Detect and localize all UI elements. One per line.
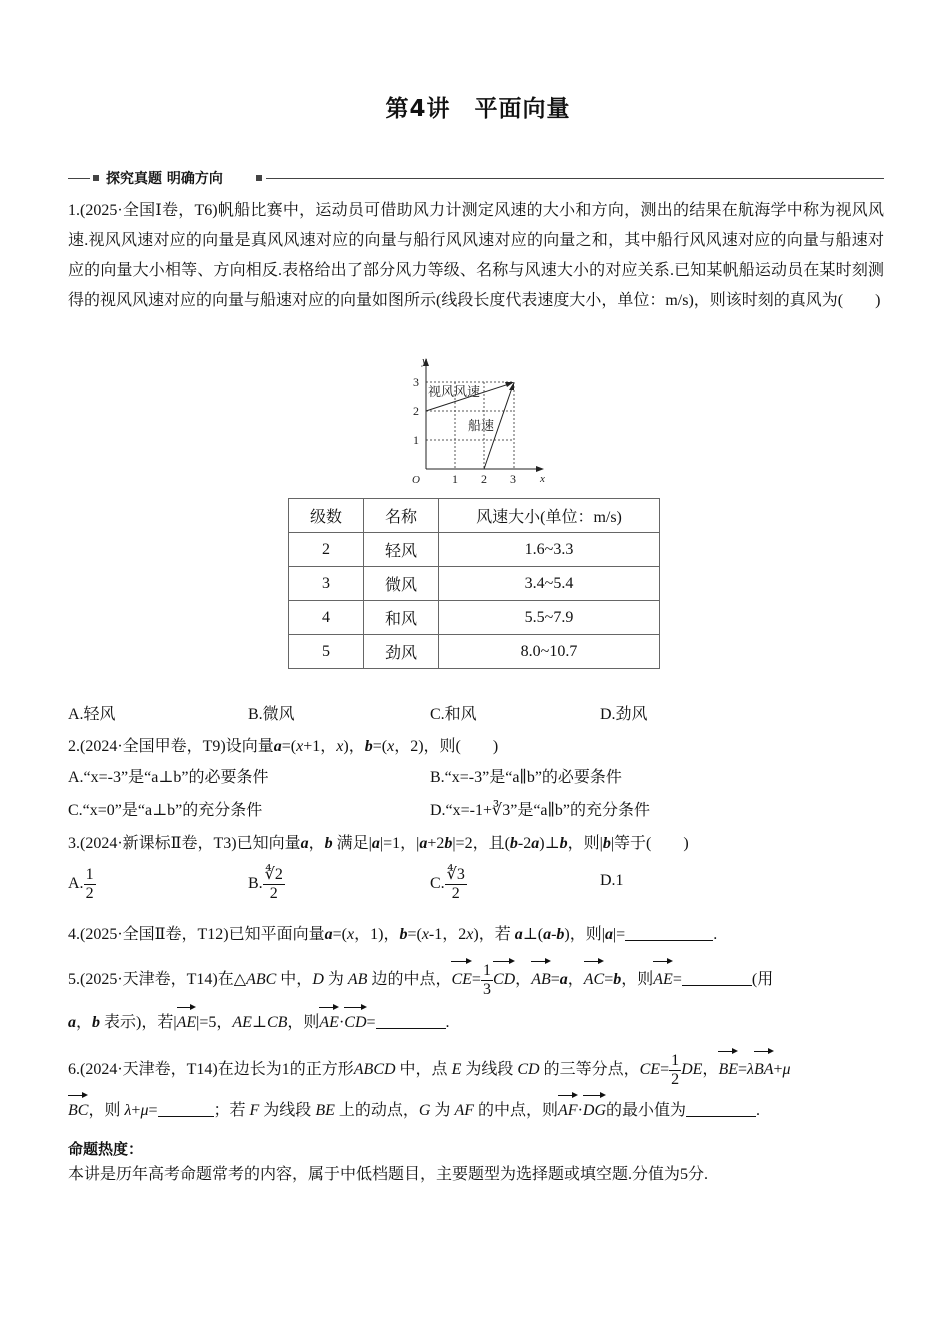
- square-bullet-icon: [256, 175, 262, 181]
- q6-stem-line1: 6.(2024·天津卷，T14)在边长为1的正方形ABCD 中，点 E 为线段 CD 的三等分点，CE= $\frac{1}{2}$ DE，BE=λBA+μ: [68, 1052, 791, 1088]
- apparent-wind-label: 视风风速: [428, 384, 481, 399]
- table-cell: 和风: [364, 601, 439, 635]
- table-cell: 5.5~7.9: [439, 601, 660, 635]
- square-bullet-icon: [93, 175, 99, 181]
- y-tick: 3: [413, 375, 419, 389]
- option-c[interactable]: C. $\frac{∜3}{2}$: [430, 866, 465, 902]
- heat-heading: 命题热度：: [68, 1140, 144, 1158]
- x-tick: 2: [481, 472, 487, 486]
- q1-options: [68, 700, 884, 730]
- table-cell: 微风: [364, 567, 439, 601]
- y-tick: 2: [413, 404, 419, 418]
- q5-stem-line2: a，b 表示)，若|AE|=5，AE⊥CB，则AE·CD= .: [68, 1008, 884, 1038]
- table-cell: 8.0~10.7: [439, 635, 660, 669]
- option-b[interactable]: B. $\frac{∜2}{2}$: [248, 866, 283, 902]
- section-header: [68, 168, 884, 190]
- q3-options: [68, 866, 884, 914]
- table-cell: 2: [289, 533, 364, 567]
- x-tick: 3: [510, 472, 516, 486]
- option-a[interactable]: A.轻风: [68, 706, 116, 723]
- page-title: 第4讲 平面向量: [385, 96, 571, 122]
- heat-text: 本讲是历年高考命题常考的内容，属于中低档题目，主要题型为选择题或填空题.分值为5分.: [68, 1166, 709, 1183]
- option-b[interactable]: B.微风: [248, 706, 295, 723]
- table-cell: 劲风: [364, 635, 439, 669]
- table-header-row: [289, 499, 660, 533]
- q5-stem-line1: 5.(2025·天津卷，T14)在△ABC 中，D 为 AB 边的中点，CE= $\frac{1}{3}$ CD，AB=a，AC=b，则AE= (用: [68, 962, 774, 998]
- q6-prefix: 6.(2024·天津卷，T14)在边长为1的正方形: [68, 1061, 354, 1079]
- q4-stem: 4.(2025·全国Ⅱ卷，T12)已知平面向量a=(x，1)，b=(x-1，2x)，若 a⊥(a-b)，则|a|= .: [68, 926, 718, 943]
- table-cell: 轻风: [364, 533, 439, 567]
- option-d[interactable]: D.1: [600, 872, 624, 889]
- q2-options-row1: [68, 763, 884, 793]
- ship-speed-label: 船速: [468, 418, 495, 433]
- table-cell: 1.6~3.3: [439, 533, 660, 567]
- q1-stem: 1.(2025·全国Ⅰ卷，T6)帆船比赛中，运动员可借助风力计测定风速的大小和方向，测出的结果在航海学中称为视风风速.视风风速对应的向量是真风风速对应的向量与船行风风速对应的向量之和，其中船行风风速对应的向量与船速对应的向量大小相等、方向相反.表格给出了部分风力等级、名称与风速大小的对应关系.已知某帆船运动员在某时刻测得的视风风速对应的向量与船速对应的向量如图所示(线段长度代表速度大小，单位：m/s)，则该时刻的真风为( ): [68, 202, 884, 309]
- q5-prefix: 5.(2025·天津卷，T14)在△: [68, 971, 247, 989]
- q2-options-row2: [68, 796, 884, 826]
- answer-blank[interactable]: [625, 924, 713, 941]
- answer-blank[interactable]: [686, 1100, 756, 1117]
- option-d[interactable]: D.劲风: [600, 706, 648, 723]
- answer-blank[interactable]: [682, 969, 752, 986]
- option-c[interactable]: C.和风: [430, 706, 477, 723]
- answer-blank[interactable]: [376, 1012, 446, 1029]
- divider: [266, 178, 884, 179]
- x-axis-label: x: [540, 473, 545, 485]
- option-b[interactable]: B.“x=-3”是“a∥b”的必要条件: [430, 769, 622, 786]
- q2-stem: 2.(2024·全国甲卷，T9)设向量a=(x+1，x)，b=(x，2)，则( ): [68, 738, 499, 755]
- option-c[interactable]: C.“x=0”是“a⊥b”的充分条件: [68, 802, 263, 819]
- table-cell: 4: [289, 601, 364, 635]
- q6-stem-line2: BC，则 λ+μ= ；若 F 为线段 BE 上的动点，G 为 AF 的中点，则AF·DG的最小值为 .: [68, 1096, 884, 1126]
- table-cell: 3: [289, 567, 364, 601]
- q4-prefix: 4.(2025·全国Ⅱ卷，T12)已知平面向量: [68, 926, 325, 943]
- table-row: [289, 601, 660, 635]
- answer-blank[interactable]: [158, 1100, 214, 1117]
- table-cell: 3.4~5.4: [439, 567, 660, 601]
- section-label: 探究真题 明确方向: [106, 171, 223, 187]
- table-cell: 5: [289, 635, 364, 669]
- divider: [68, 178, 90, 179]
- option-a[interactable]: A.“x=-3”是“a⊥b”的必要条件: [68, 769, 269, 786]
- origin-label: O: [412, 474, 420, 486]
- q3-stem: 3.(2024·新课标Ⅱ卷，T3)已知向量a，b 满足|a|=1，|a+2b|=2，且(b-2a)⊥b，则|b|等于( ): [68, 835, 689, 852]
- table-row: [289, 567, 660, 601]
- q3-prefix: 3.(2024·新课标Ⅱ卷，T3)已知向量: [68, 835, 301, 852]
- option-a[interactable]: A. $\frac{1}{2}$: [68, 866, 94, 902]
- q1-figure: [408, 352, 558, 488]
- table-row: [289, 533, 660, 567]
- y-tick: 1: [413, 433, 419, 447]
- table-header: 级数: [289, 499, 364, 533]
- x-tick: 1: [452, 472, 458, 486]
- q2-prefix: 2.(2024·全国甲卷，T9)设向量: [68, 738, 274, 755]
- table-header: 名称: [364, 499, 439, 533]
- table-row: [289, 635, 660, 669]
- table-header: 风速大小(单位：m/s): [439, 499, 660, 533]
- wind-table: [288, 498, 660, 669]
- option-d[interactable]: D.“x=-1+∛3”是“a∥b”的充分条件: [430, 802, 651, 819]
- y-axis-label: y: [422, 355, 427, 367]
